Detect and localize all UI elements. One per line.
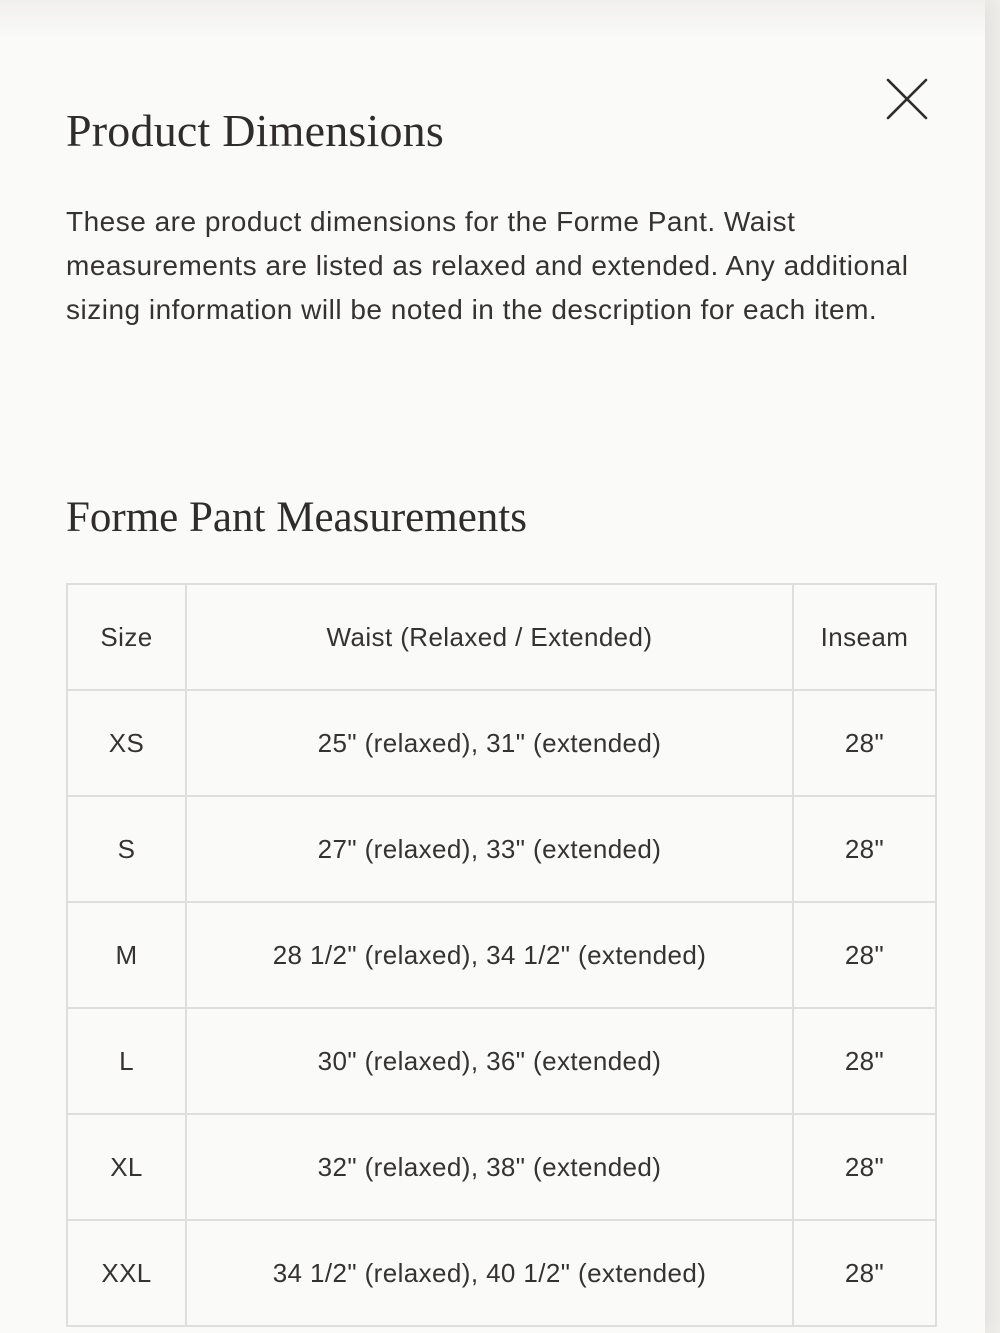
waist-cell: 34 1/2" (relaxed), 40 1/2" (extended) — [186, 1220, 793, 1326]
table-row — [67, 690, 936, 796]
size-cell: XXL — [67, 1220, 186, 1326]
waist-cell: 28 1/2" (relaxed), 34 1/2" (extended) — [186, 902, 793, 1008]
waist-cell: 27" (relaxed), 33" (extended) — [186, 796, 793, 902]
inseam-cell: 28" — [793, 690, 936, 796]
close-icon — [884, 76, 930, 122]
size-cell: M — [67, 902, 186, 1008]
waist-cell: 25" (relaxed), 31" (extended) — [186, 690, 793, 796]
header-size: Size — [67, 584, 186, 690]
waist-cell: 30" (relaxed), 36" (extended) — [186, 1008, 793, 1114]
inseam-cell: 28" — [793, 796, 936, 902]
size-cell: S — [67, 796, 186, 902]
inseam-cell: 28" — [793, 1114, 936, 1220]
waist-cell: 32" (relaxed), 38" (extended) — [186, 1114, 793, 1220]
modal-description: These are product dimensions for the Forme Pant. Waist measurements are listed as relaxed and extended. Any additional sizing information will be noted in the description for each item. — [66, 206, 909, 325]
table-header-row — [67, 584, 936, 690]
table-row — [67, 1008, 936, 1114]
header-waist: Waist (Relaxed / Extended) — [186, 584, 793, 690]
inseam-cell: 28" — [793, 1220, 936, 1326]
table-row — [67, 796, 936, 902]
table-row — [67, 1114, 936, 1220]
size-cell: L — [67, 1008, 186, 1114]
header-inseam: Inseam — [793, 584, 936, 690]
measurements-table — [66, 583, 937, 1327]
measurements-title: Forme Pant Measurements — [66, 494, 527, 541]
top-fade — [0, 0, 985, 40]
inseam-cell: 28" — [793, 902, 936, 1008]
table-row — [67, 902, 936, 1008]
size-cell: XS — [67, 690, 186, 796]
size-cell: XL — [67, 1114, 186, 1220]
table-row — [67, 1220, 936, 1326]
inseam-cell: 28" — [793, 1008, 936, 1114]
modal-title: Product Dimensions — [66, 105, 444, 156]
close-button[interactable] — [884, 76, 930, 122]
